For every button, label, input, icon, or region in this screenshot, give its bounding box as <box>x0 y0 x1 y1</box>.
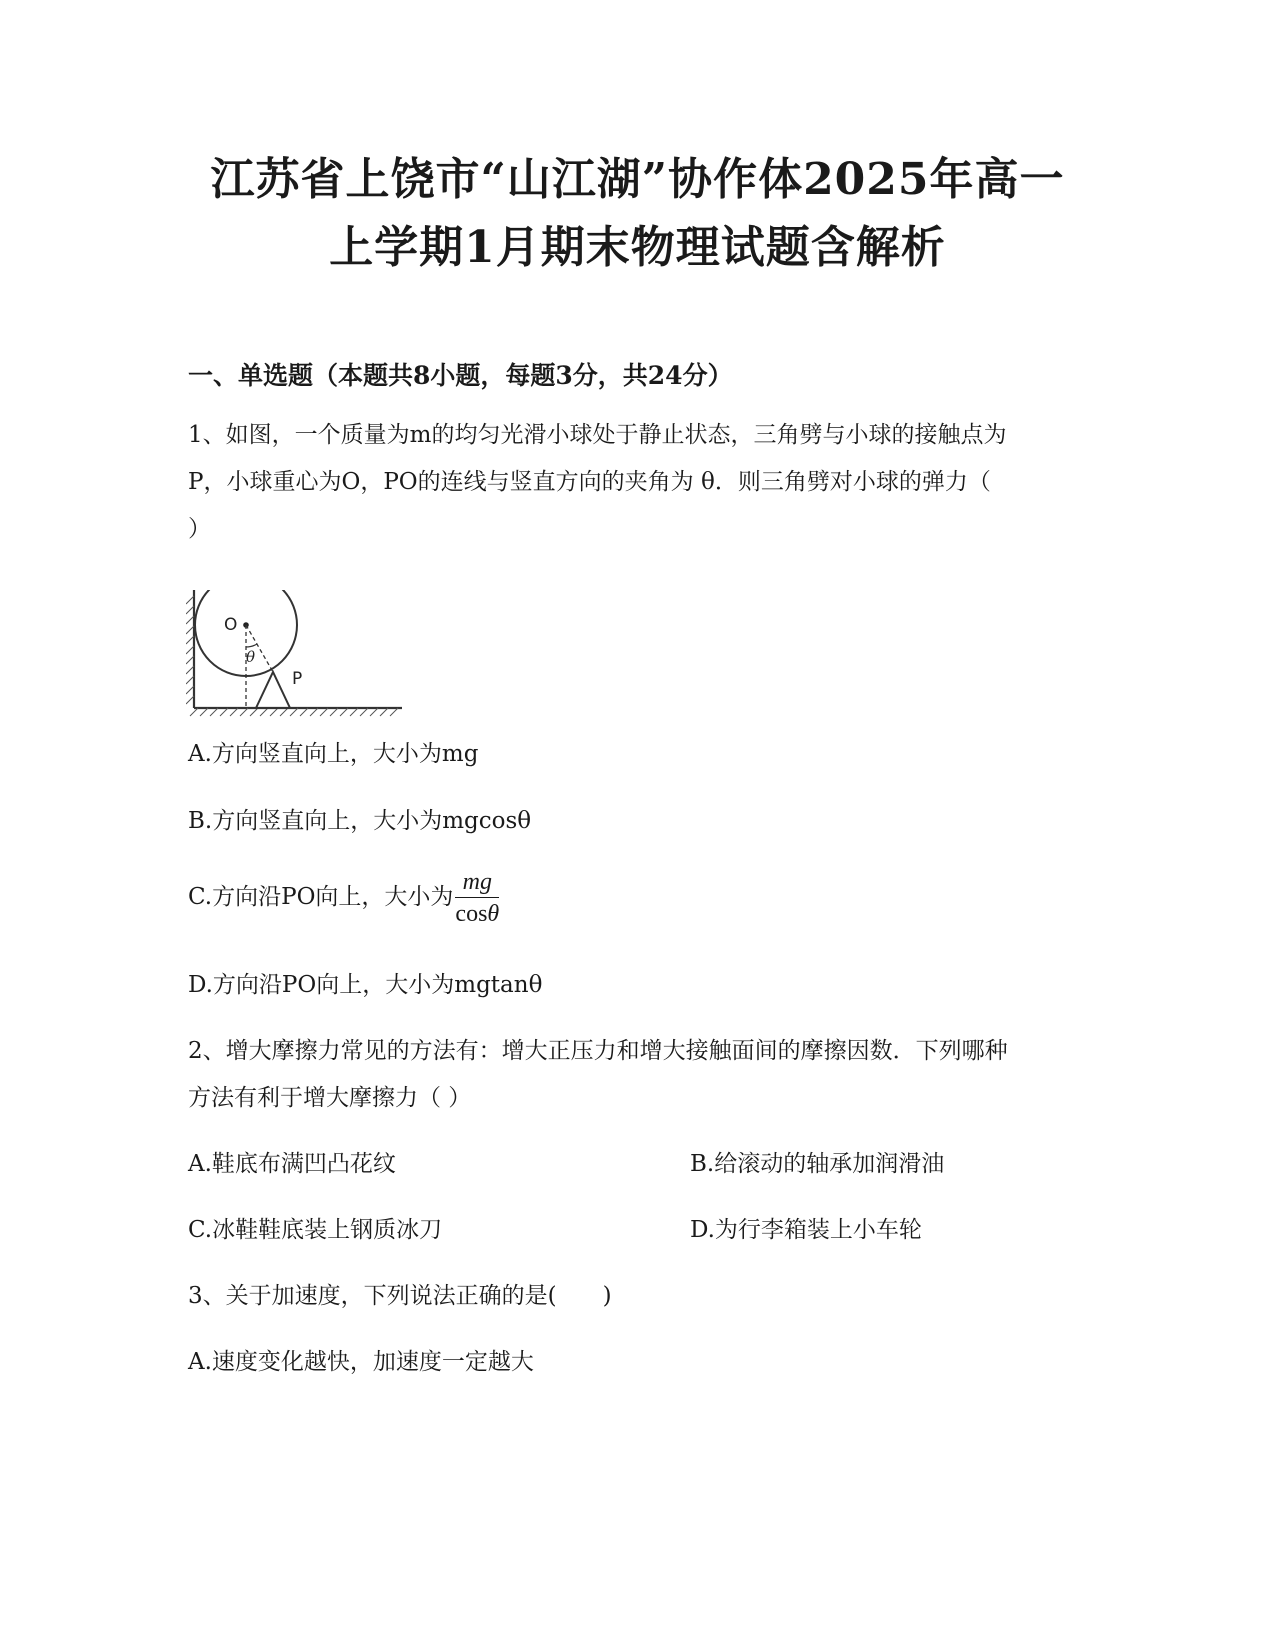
document-title-line-2: 上学期1月期末物理试题含解析 <box>329 222 946 273</box>
q1-option-a: A.方向竖直向上，大小为mg <box>188 741 479 767</box>
q1-figure-diagram <box>186 590 406 740</box>
label-p: P <box>292 669 303 689</box>
q2-option-a: A.鞋底布满凹凸花纹 <box>188 1151 396 1177</box>
q2-option-b: B.给滚动的轴承加润滑油 <box>690 1151 945 1177</box>
label-theta: θ <box>246 648 256 666</box>
q2-option-d: D.为行李箱装上小车轮 <box>690 1217 922 1243</box>
q1-option-d: D.方向沿PO向上，大小为mgtanθ <box>188 972 543 998</box>
q1-option-c <box>188 868 499 928</box>
wall-hatch <box>186 596 194 704</box>
fraction-denominator-theta: θ <box>487 901 500 927</box>
q2-option-c: C.冰鞋鞋底装上钢质冰刀 <box>188 1217 443 1243</box>
wedge-triangle <box>256 672 290 708</box>
q1-stem-line-1: 1、如图，一个质量为m的均匀光滑小球处于静止状态，三角劈与小球的接触点为 <box>188 422 1007 448</box>
q1-stem-line-2: P，小球重心为O，PO的连线与竖直方向的夹角为 θ．则三角劈对小球的弹力（ <box>188 469 991 495</box>
q1-option-b: B.方向竖直向上，大小为mgcosθ <box>188 808 532 834</box>
fraction-numerator: mg <box>455 868 499 898</box>
label-o: O <box>224 615 238 635</box>
q1-stem-line-3: ） <box>188 516 211 542</box>
q3-stem-line-1: 3、关于加速度，下列说法正确的是( ) <box>188 1283 612 1309</box>
fraction-denominator <box>455 898 499 928</box>
document-title-line-1: 江苏省上饶市“山江湖”协作体2025年高一 <box>210 154 1065 205</box>
q3-option-a: A.速度变化越快，加速度一定越大 <box>188 1349 534 1375</box>
q2-stem-line-1: 2、增大摩擦力常见的方法有：增大正压力和增大接触面间的摩擦因数．下列哪种 <box>188 1038 1008 1064</box>
fraction-denominator-cos: cos <box>455 901 488 927</box>
q1-option-c-text: C.方向沿PO向上，大小为 <box>188 884 454 910</box>
floor-hatch <box>190 708 398 716</box>
section-heading: 一、单选题（本题共8小题，每题3分，共24分） <box>188 361 733 390</box>
q2-stem-line-2: 方法有利于增大摩擦力（ ） <box>188 1085 472 1111</box>
angle-arc <box>246 644 257 647</box>
q1-option-c-fraction <box>455 868 499 928</box>
